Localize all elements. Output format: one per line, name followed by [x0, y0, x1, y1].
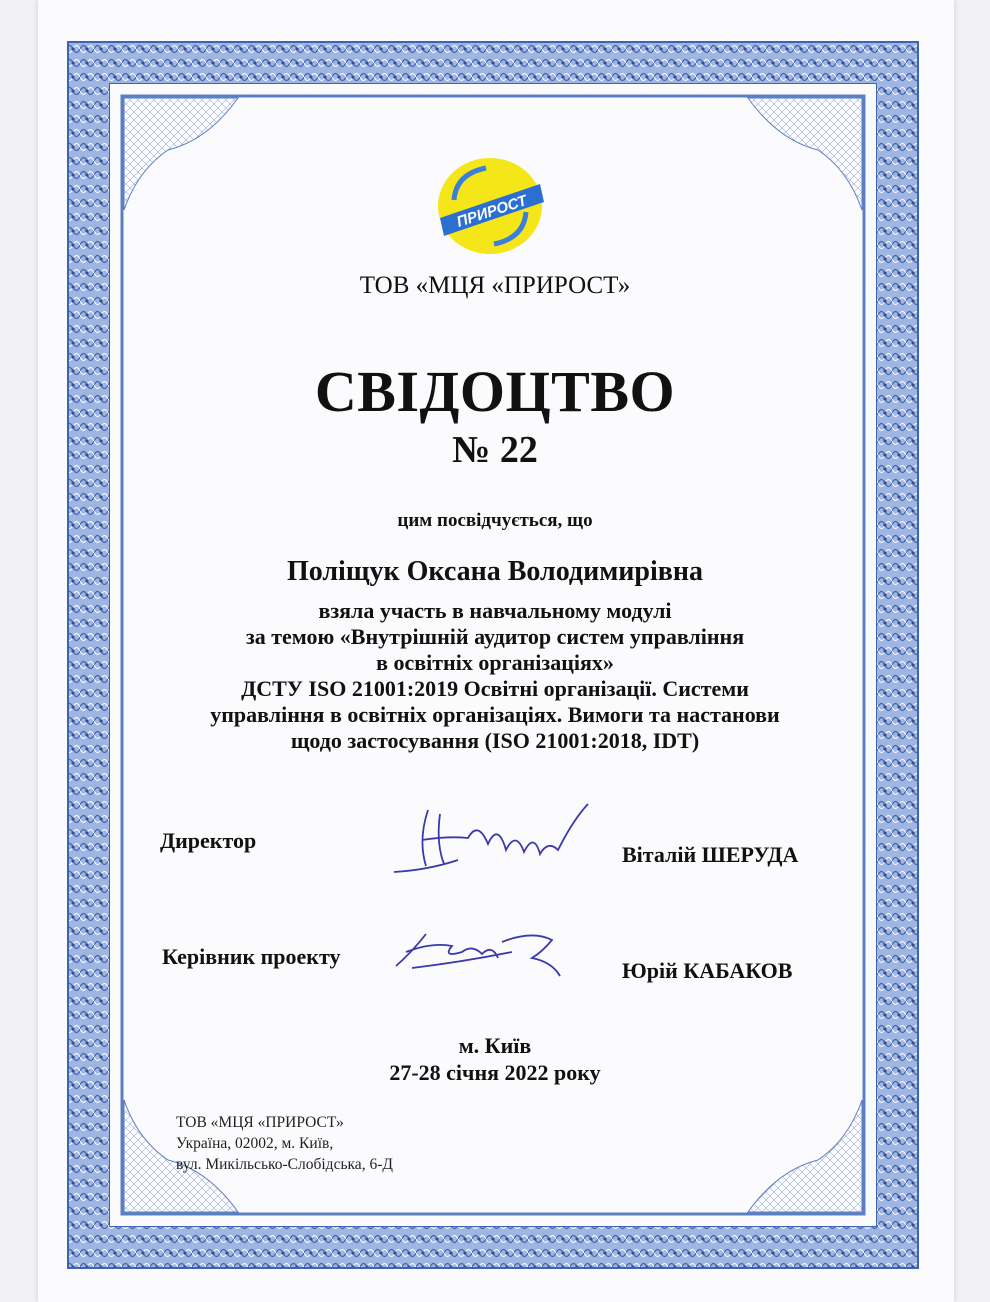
footer-street: вул. Микільсько-Слобідська, 6-Д	[176, 1156, 393, 1173]
project-lead-role: Керівник проекту	[162, 944, 341, 969]
footer-org: ТОВ «МЦЯ «ПРИРОСТ»	[176, 1114, 344, 1131]
certifies-text: цим посвідчується, що	[397, 510, 593, 531]
logo-text: ПРИРОСТ	[454, 192, 530, 231]
body-line: за темою «Внутрішній аудитор систем управління	[245, 624, 745, 649]
body-line: ДСТУ ISO 21001:2019 Освітні організації. Системи	[241, 676, 749, 701]
project-lead-name: Юрій КАБАКОВ	[622, 958, 793, 983]
body-line: взяла участь в навчальному модулі	[318, 598, 672, 623]
pryrost-logo	[436, 156, 544, 256]
project-lead-signature	[392, 922, 572, 982]
body-line: управління в освітніх організаціях. Вимоги та настанови	[210, 702, 780, 727]
body-line: щодо застосування (ISO 21001:2018, IDT)	[290, 728, 700, 753]
certificate-title: СВІДОЦТВО	[314, 359, 676, 424]
body-line: в освітніх організаціях»	[376, 650, 614, 675]
footer-country: Україна, 02002, м. Київ,	[176, 1135, 334, 1152]
issue-date: 27-28 січня 2022 року	[389, 1060, 601, 1085]
director-name: Віталій ШЕРУДА	[622, 842, 799, 867]
recipient-name: Поліщук Оксана Володимирівна	[286, 556, 704, 587]
director-role: Директор	[160, 828, 257, 853]
certificate-number: № 22	[452, 429, 538, 471]
director-signature	[388, 800, 598, 880]
place: м. Київ	[458, 1033, 532, 1058]
organization-heading: ТОВ «МЦЯ «ПРИРОСТ»	[359, 272, 631, 299]
